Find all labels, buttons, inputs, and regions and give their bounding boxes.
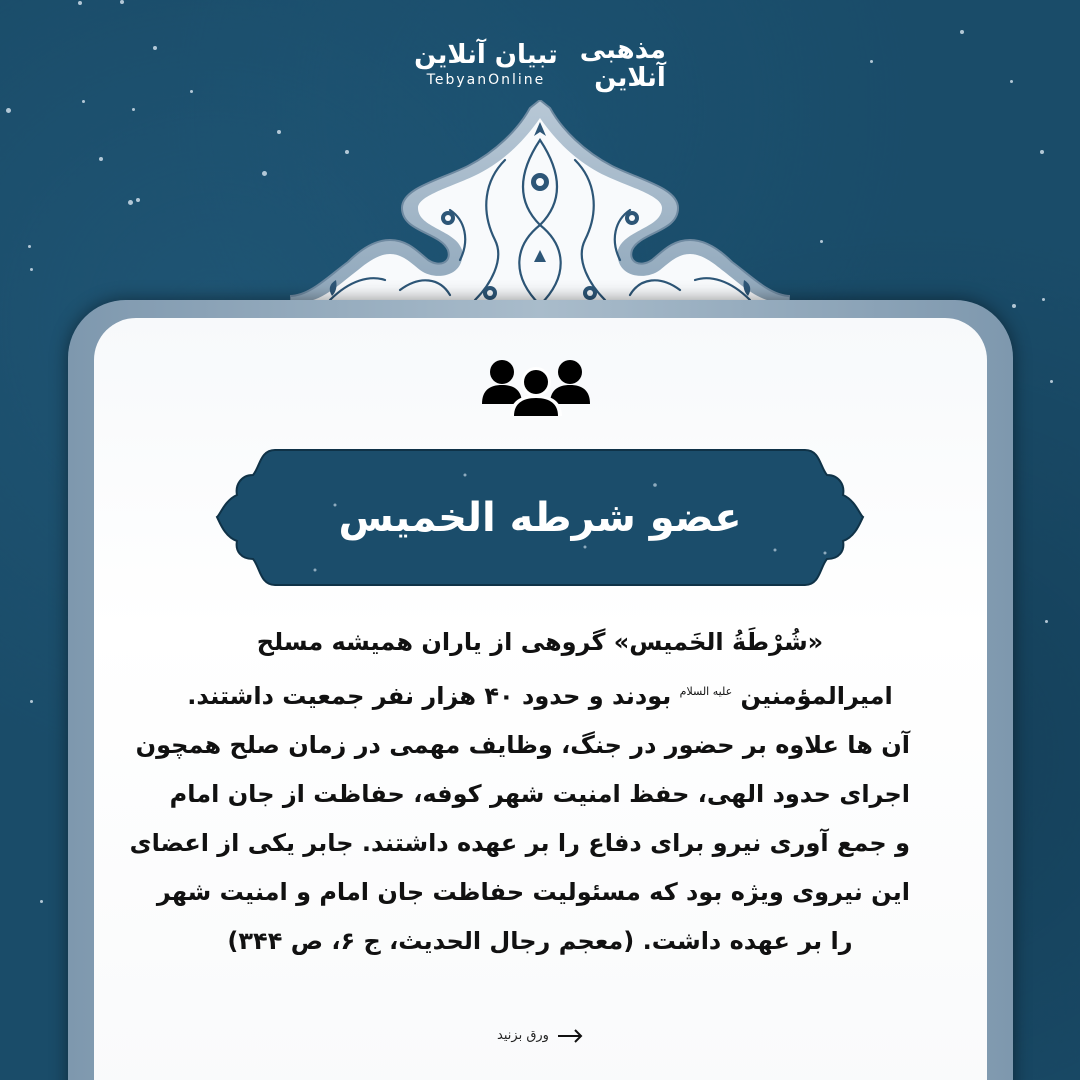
tebyan-logo-en: TebyanOnline — [426, 72, 546, 88]
tebyan-logo — [414, 40, 558, 88]
tebyan-logo-fa: تبیان آنلاین — [414, 40, 558, 70]
body-line-5: و جمع آوری نیرو برای دفاع را بر عهده داشتند. جابر یکی از اعضای — [129, 829, 910, 857]
section-logo-line1: مذهبی — [579, 35, 666, 65]
body-line-4: اجرای حدود الهی، حفظ امنیت شهر کوفه، حفاظت از جان امام — [169, 780, 910, 808]
body-line-7: را بر عهده داشت. (معجم رجال الحدیث، ج ۶، ص ۳۴۴) — [227, 927, 853, 955]
arabesque-ornament — [290, 100, 790, 310]
section-logo — [580, 36, 666, 92]
body-line-2a: امیرالمؤمنین — [740, 682, 893, 710]
brand-logo — [0, 36, 1080, 92]
arrow-right-icon — [557, 1029, 583, 1043]
swipe-hint[interactable] — [0, 1028, 1080, 1043]
honorific-mark: علیه السلام — [679, 685, 733, 698]
title-banner — [215, 445, 865, 590]
body-line-2 — [170, 667, 910, 721]
section-logo-line2: آنلاین — [594, 63, 666, 93]
body-line-1: «شُرْطَةُ الخَمیس» گروهی از یاران همیشه مسلح — [256, 628, 824, 656]
body-line-3: آن ها علاوه بر حضور در جنگ، وظایف مهمی در زمان صلح همچون — [135, 731, 910, 759]
body-paragraph — [129, 618, 910, 966]
body-line-6: این نیروی ویژه بود که مسئولیت حفاظت جان امام و امنیت شهر — [156, 878, 910, 906]
group-people-icon — [480, 358, 592, 416]
page-title: عضو شرطه الخمیس — [338, 494, 742, 541]
swipe-label: ورق بزنید — [497, 1028, 549, 1043]
body-line-2b: بودند و حدود ۴۰ هزار نفر جمعیت داشتند. — [187, 682, 672, 710]
